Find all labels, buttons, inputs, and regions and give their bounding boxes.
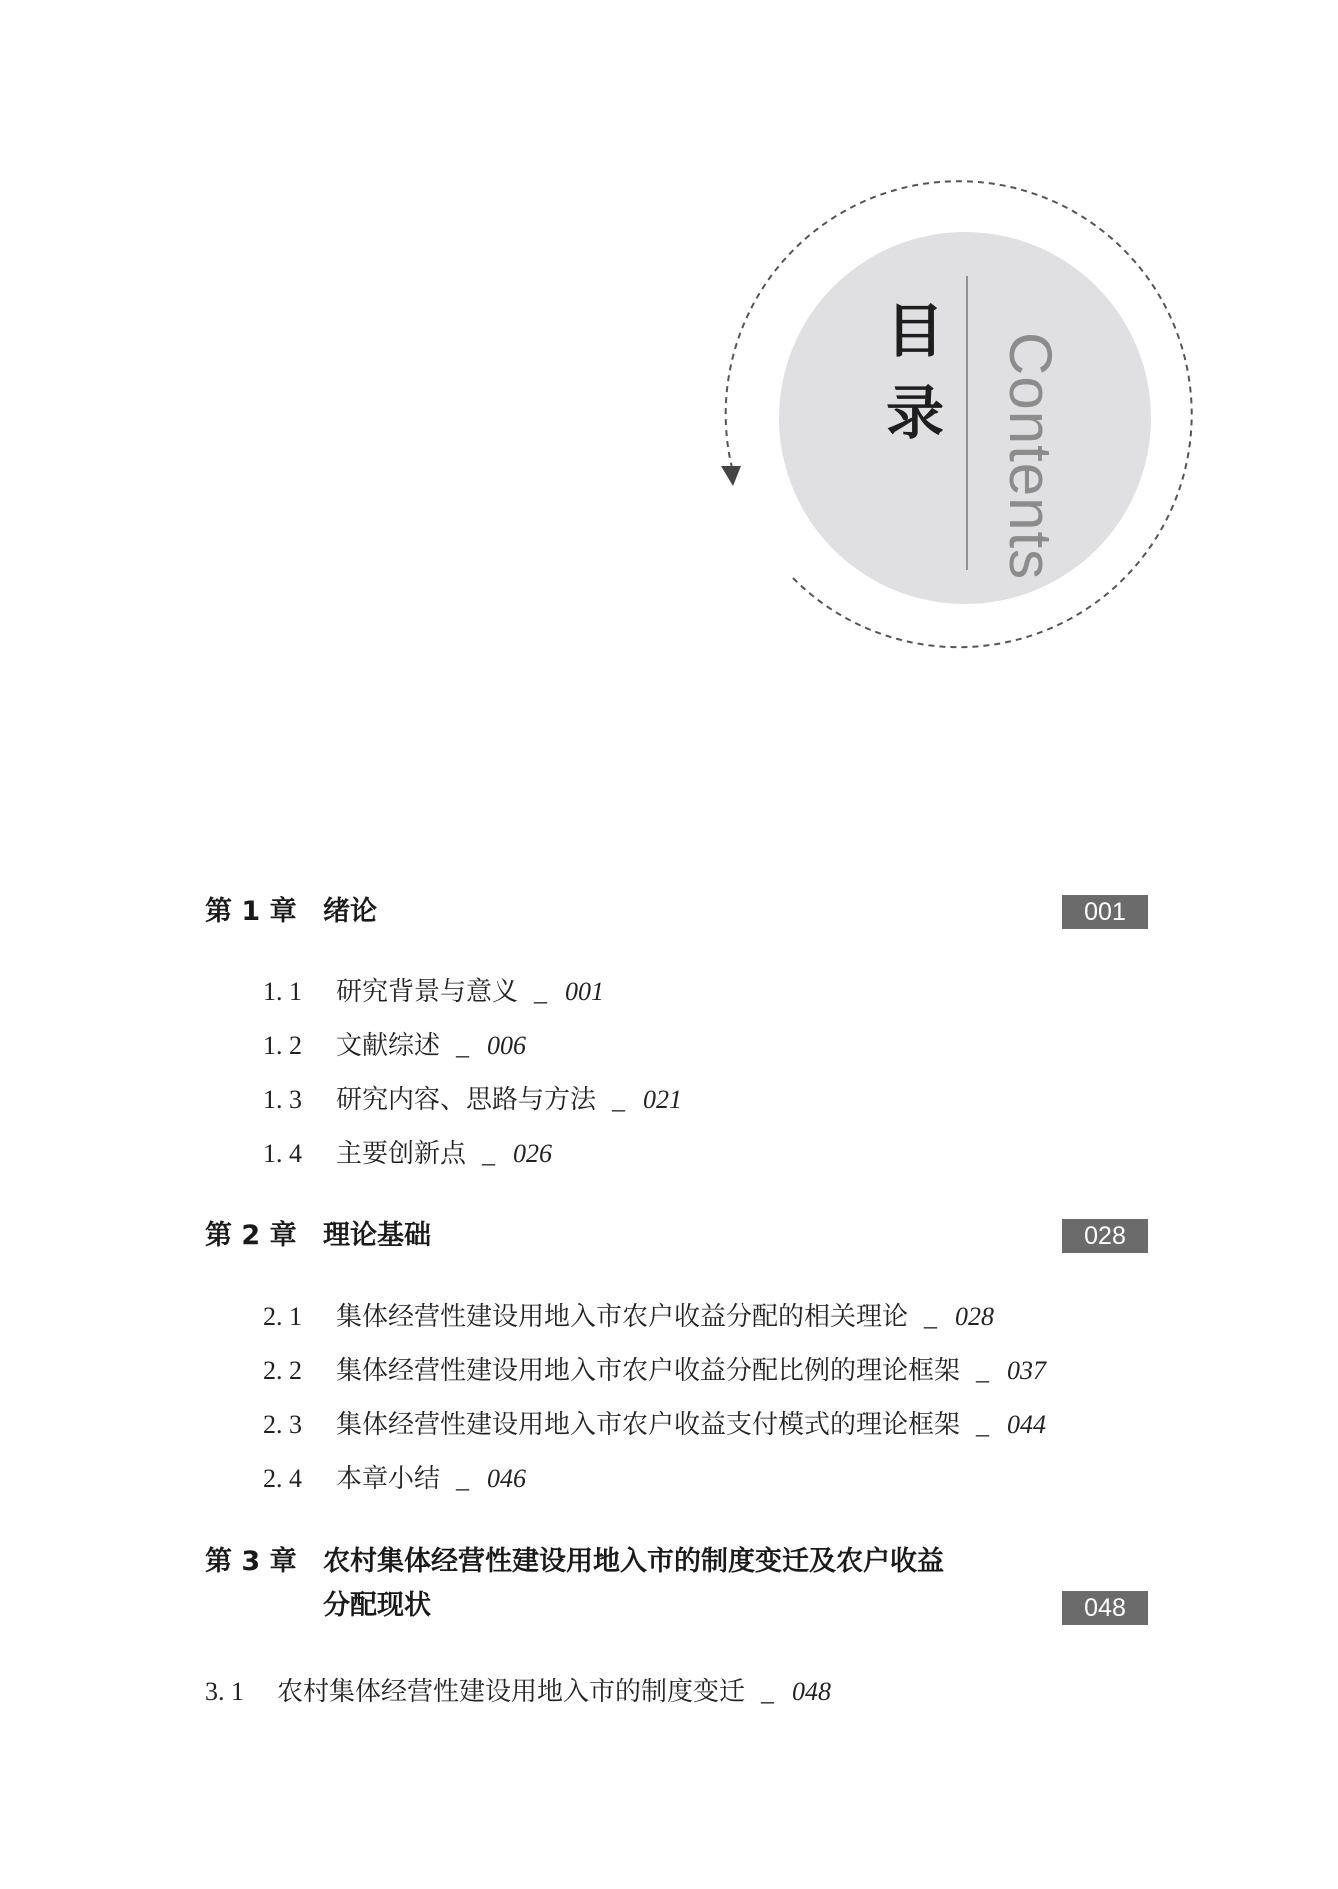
chapter-number: 第 1 章 bbox=[205, 896, 297, 927]
contents-title-en: Contents bbox=[997, 332, 1064, 581]
section-2-3[interactable] bbox=[263, 1407, 1046, 1443]
section-1-3[interactable] bbox=[263, 1082, 682, 1118]
section-number: 1. 1 bbox=[263, 977, 302, 1006]
section-number: 2. 1 bbox=[263, 1302, 302, 1331]
chapter-title bbox=[323, 1540, 944, 1628]
section-number: 2. 3 bbox=[263, 1410, 302, 1439]
contents-badge-graphic bbox=[0, 0, 1338, 700]
section-leader: _ bbox=[456, 1464, 470, 1493]
chapter-3-heading[interactable] bbox=[205, 1540, 944, 1628]
section-page: 048 bbox=[792, 1677, 832, 1706]
section-1-4[interactable] bbox=[263, 1136, 552, 1172]
title-char-1: 目 bbox=[885, 297, 944, 365]
section-page: 001 bbox=[565, 977, 605, 1006]
section-page: 026 bbox=[513, 1139, 553, 1168]
chapter-2-heading[interactable] bbox=[205, 1214, 431, 1258]
section-page: 044 bbox=[1007, 1410, 1047, 1439]
contents-circle bbox=[779, 232, 1151, 604]
section-page: 028 bbox=[955, 1302, 995, 1331]
chapter-title: 理论基础 bbox=[323, 1220, 431, 1251]
chapter-number: 第 3 章 bbox=[205, 1546, 297, 1577]
section-1-2[interactable] bbox=[263, 1028, 526, 1064]
title-char-2: 录 bbox=[885, 379, 944, 447]
section-number: 1. 4 bbox=[263, 1139, 302, 1168]
section-2-1[interactable] bbox=[263, 1299, 994, 1335]
section-leader: _ bbox=[976, 1410, 990, 1439]
orbit-arrow-icon bbox=[721, 466, 741, 486]
section-title: 农村集体经营性建设用地入市的制度变迁 bbox=[277, 1677, 746, 1707]
section-leader: _ bbox=[924, 1302, 938, 1331]
section-page: 006 bbox=[487, 1031, 527, 1060]
section-1-1[interactable] bbox=[263, 974, 604, 1010]
chapter-1-page-badge[interactable]: 001 bbox=[1062, 895, 1148, 929]
section-leader: _ bbox=[456, 1031, 470, 1060]
chapter-title: 绪论 bbox=[323, 896, 377, 927]
section-number: 1. 2 bbox=[263, 1031, 302, 1060]
section-title: 集体经营性建设用地入市农户收益支付模式的理论框架 bbox=[336, 1410, 961, 1440]
section-title: 本章小结 bbox=[336, 1464, 441, 1494]
section-page: 021 bbox=[643, 1085, 683, 1114]
section-title: 集体经营性建设用地入市农户收益分配的相关理论 bbox=[336, 1302, 909, 1332]
section-leader: _ bbox=[761, 1677, 775, 1706]
section-2-4[interactable] bbox=[263, 1461, 526, 1497]
section-number: 2. 4 bbox=[263, 1464, 302, 1493]
section-number: 1. 3 bbox=[263, 1085, 302, 1114]
section-title: 主要创新点 bbox=[336, 1139, 467, 1169]
section-leader: _ bbox=[976, 1356, 990, 1385]
chapter-title-line-1: 农村集体经营性建设用地入市的制度变迁及农户收益 bbox=[323, 1546, 944, 1577]
chapter-number: 第 2 章 bbox=[205, 1220, 297, 1251]
chapter-3-page-badge[interactable]: 048 bbox=[1062, 1591, 1148, 1625]
section-title: 研究背景与意义 bbox=[336, 977, 519, 1007]
section-title: 集体经营性建设用地入市农户收益分配比例的理论框架 bbox=[336, 1356, 961, 1386]
contents-title-cn bbox=[880, 290, 950, 454]
section-title: 文献综述 bbox=[336, 1031, 441, 1061]
section-leader: _ bbox=[534, 977, 548, 1006]
section-page: 046 bbox=[487, 1464, 527, 1493]
section-page: 037 bbox=[1007, 1356, 1047, 1385]
section-leader: _ bbox=[612, 1085, 626, 1114]
section-2-2[interactable] bbox=[263, 1353, 1046, 1389]
section-number: 2. 2 bbox=[263, 1356, 302, 1385]
section-number: 3. 1 bbox=[205, 1677, 244, 1706]
chapter-1-heading[interactable] bbox=[205, 890, 377, 934]
section-title: 研究内容、思路与方法 bbox=[336, 1085, 597, 1115]
section-3-1[interactable] bbox=[205, 1674, 831, 1710]
chapter-2-page-badge[interactable]: 028 bbox=[1062, 1219, 1148, 1253]
chapter-title-line-2: 分配现状 bbox=[323, 1590, 431, 1621]
section-leader: _ bbox=[482, 1139, 496, 1168]
